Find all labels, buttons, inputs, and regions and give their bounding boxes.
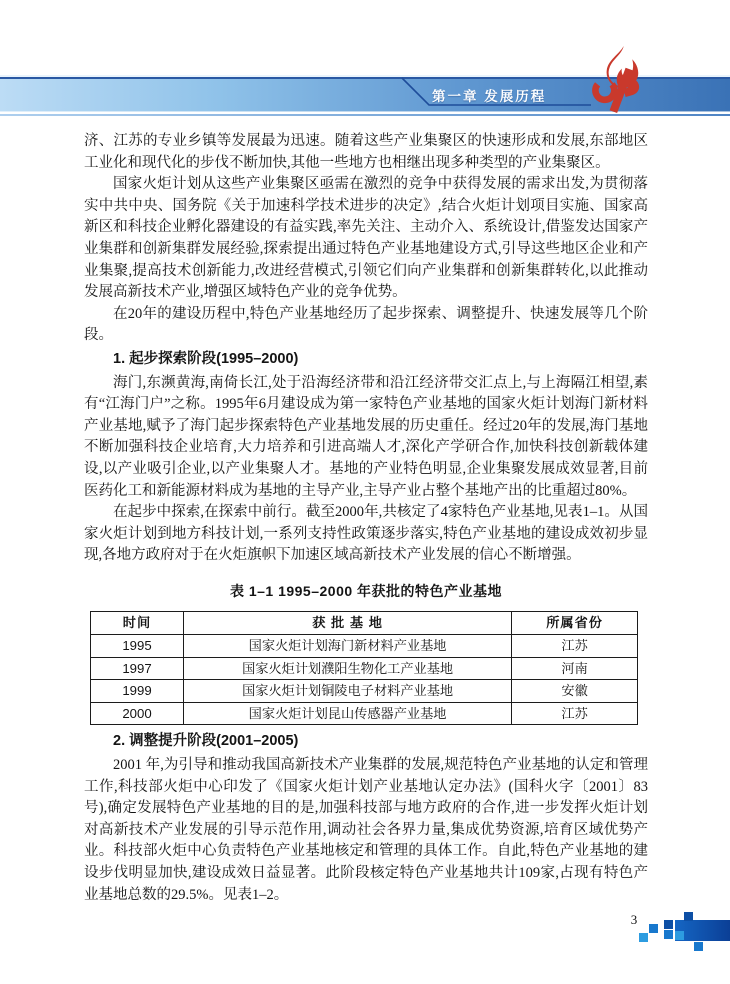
paragraph-3: 在20年的建设历程中,特色产业基地经历了起步探索、调整提升、快速发展等几个阶段。 [84,305,648,344]
section-heading-2: 2. 调整提升阶段(2001–2005) [113,733,299,750]
mosaic-square [664,920,673,929]
table-row [91,657,638,680]
band-underline [0,114,730,116]
chapter-title: 第一章 发展历程 [432,89,547,104]
cell-province: 安徽 [512,680,638,703]
table-header-row [91,612,638,635]
mosaic-square [694,942,703,951]
paragraph-5: 在起步中探索,在探索中前行。截至2000年,共核定了4家特色产业基地,见表1–1。从国家火炬计划到地方科技计划,一系列支持性政策逐步落实,特色产业基地的建设成效初步显现,各地方政府对于在火炬旗帜下加速区域高新技术产业发展的信心不断增强。 [84,504,648,564]
body-text [84,131,648,906]
cell-year: 1999 [91,680,184,703]
paragraph-1: 济、江苏的专业乡镇等发展最为迅速。随着这些产业集聚区的快速形成和发展,东部地区工业化和现代化的步伐不断加快,其他一些地方也相继出现多种类型的产业集聚区。 [84,133,648,171]
table-row [91,680,638,703]
col-header-base: 获 批 基 地 [183,612,511,635]
paragraph-4: 海门,东濒黄海,南倚长江,处于沿海经济带和沿江经济带交汇点上,与上海隔江相望,素有“江海门户”之称。1995年6月建设成为第一家特色产业基地的国家火炬计划海门新材料产业基地,赋予了海门起步探索特色产业基地发展的历史重任。经过20年的发展,海门基地不断加强科技企业培育,大力培养和引进高端人才,深化产学研合作,加快科技创新载体建设,以产业吸引企业,以产业集聚人才。基地的产业特色明显,企业集聚发展成效显著,目前医药化工和新能源材料成为基地的主导产业,主导产业占整个基地产出的比重超过80%。 [84,374,648,499]
mosaic-square [664,930,673,939]
page-number: 3 [630,912,638,927]
paragraph-6: 2001 年,为引导和推动我国高新技术产业集群的发展,规范特色产业基地的认定和管理工作,科技部火炬中心印发了《国家火炬计划产业基地认定办法》(国科火字〔2001〕83 号),确定发展特色产业基地的目的是,加强科技部与地方政府的合作,进一步发挥火炬计划对高新技术产业发展的引导示范作用,调动社会各界力量,集成优势资源,培育区域优势产业。科技部火炬中心负责特色产业基地核定和管理的具体工作。自此,特色产业基地的建设步伐明显加快,建设成效日益显著。此阶段核定特色产业基地共计109家,占现有特色产业基地总数的29.5%。见表1–2。 [84,757,648,903]
mosaic-square [684,912,693,921]
cell-year: 1997 [91,657,184,680]
cell-base: 国家火炬计划濮阳生物化工产业基地 [183,657,511,680]
section-heading-1: 1. 起步探索阶段(1995–2000) [113,350,299,367]
mosaic-square [675,931,684,940]
paragraph-2: 国家火炬计划从这些产业集聚区亟需在激烈的竞争中获得发展的需求出发,为贯彻落实中共中央、国务院《关于加速科学技术进步的决定》,结合火炬计划项目实施、国家高新区和科技企业孵化器建设的有益实践,率先关注、主动介入、系统设计,借鉴发达国家产业集群和创新集群发展经验,探索提出通过特色产业基地建设方式,引导这些地区企业和产业集聚,提高技术创新能力,改进经营模式,引领它们向产业集群和创新集群转化,以此推动发展高新技术产业,增强区域特色产业的竞争优势。 [84,176,648,301]
table-row [91,635,638,658]
table-row [91,702,638,725]
mosaic-square [639,933,648,942]
cell-province: 江苏 [512,702,638,725]
col-header-time: 时间 [91,612,184,635]
table-caption: 表 1–1 1995–2000 年获批的特色产业基地 [229,582,503,599]
col-header-province: 所属省份 [512,612,638,635]
torch-logo-icon [590,46,648,114]
cell-year: 1995 [91,635,184,658]
cell-base: 国家火炬计划昆山传感器产业基地 [183,702,511,725]
cell-year: 2000 [91,702,184,725]
cell-base: 国家火炬计划铜陵电子材料产业基地 [183,680,511,703]
cell-province: 河南 [512,657,638,680]
table-1-1-block [84,581,648,726]
table-1-1 [90,611,638,725]
cell-base: 国家火炬计划海门新材料产业基地 [183,635,511,658]
cell-province: 江苏 [512,635,638,658]
mosaic-square [649,924,658,933]
